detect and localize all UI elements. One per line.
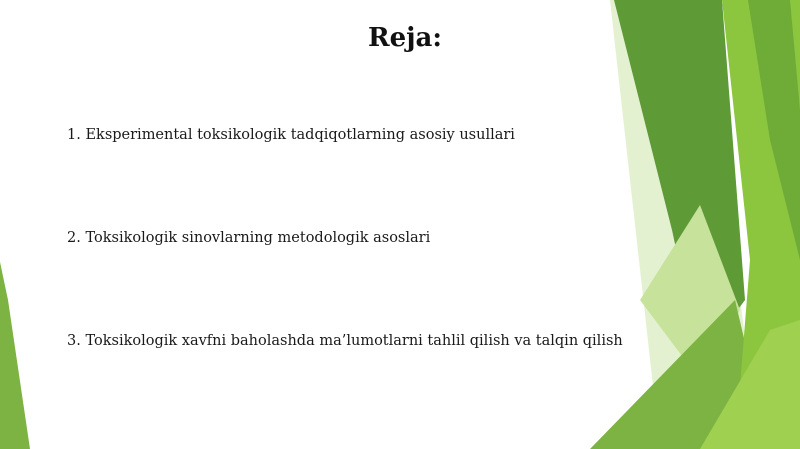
plan-item-1: 1. Eksperimental toksikologik tadqiqotlarning asosiy usullari xyxy=(67,127,515,143)
plan-item-2: 2. Toksikologik sinovlarning metodologik asoslari xyxy=(67,230,431,246)
slide-title: Reja: xyxy=(367,23,442,53)
left-edge-stripe xyxy=(0,262,30,449)
plan-item-3: 3. Toksikologik xavfni baholashda ma’lumotlarni tahlil qilish va talqin qilish xyxy=(67,333,623,349)
